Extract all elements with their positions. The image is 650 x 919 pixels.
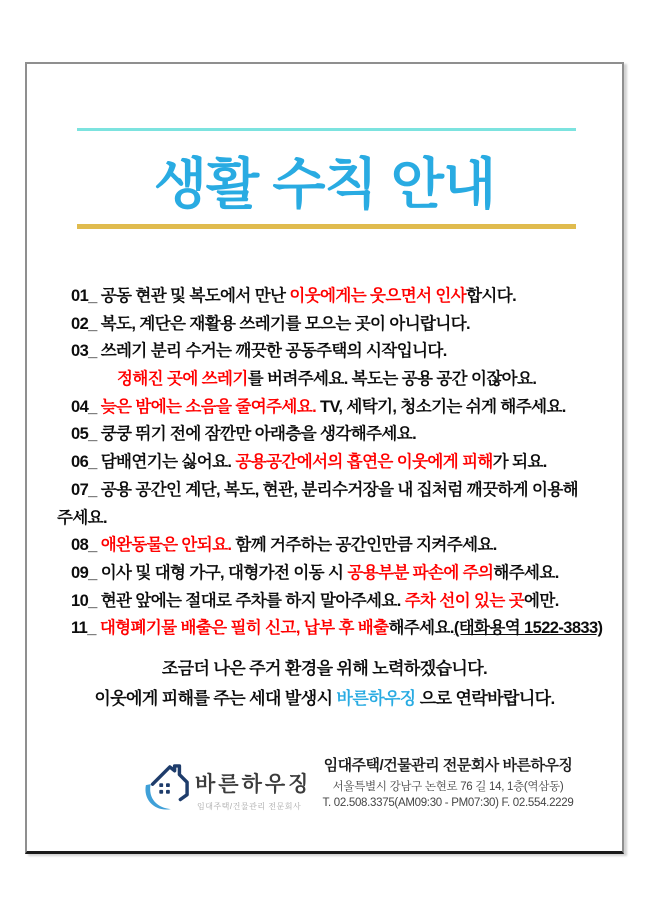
company-phone: T. 02.508.3375(AM09:30 - PM07:30) F. 02.554.2229: [322, 797, 574, 809]
text-segment: 정해진 곳에 쓰레기: [117, 370, 248, 389]
closing-line2: [27, 684, 622, 714]
company-logo: [143, 762, 311, 819]
rule-line: [57, 449, 599, 477]
rule-line: [57, 588, 599, 616]
rule-line: [57, 505, 599, 533]
text-segment: 11_: [71, 619, 100, 638]
rules-list: [57, 283, 603, 643]
text-segment: 해주세요.: [493, 563, 559, 582]
text-segment: 가 되요.: [492, 453, 547, 472]
text-segment: 01_ 공동 현관 및 복도에서 만난: [71, 287, 290, 305]
text-segment: 공용부분 파손에 주의: [347, 563, 494, 582]
company-title: 임대주택/건물관리 전문회사 바른하우징: [323, 757, 573, 774]
rule-line: [57, 477, 599, 505]
text-segment: 08_: [71, 536, 101, 555]
text-segment: 공용공간에서의 흡연은 이웃에게 피해: [235, 453, 493, 472]
text-segment: 함께 거주하는 공간인만큼 지켜주세요.: [231, 536, 497, 555]
text-segment: 02_ 복도, 계단은 재활용 쓰레기를 모으는 곳이 아니랍니다.: [71, 314, 471, 333]
logo-tagline: 임대주택/건물관리 전문회사: [197, 802, 302, 811]
gold-divider-line: [77, 224, 576, 229]
text-segment: 07_ 공용 공간인 계단, 복도, 현관, 분리수거장을 내 집처럼 깨끗하게 이용해: [71, 480, 579, 499]
rule-line: [57, 394, 599, 422]
text-segment: TV, 세탁기, 청소기는 쉬게 해주세요.: [316, 397, 566, 416]
logo-name: 바른하우징: [195, 773, 312, 796]
text-segment: 05_ 쿵쿵 뛰기 전에 잠깐만 아래층을 생각해주세요.: [71, 425, 417, 444]
company-address: 서울특별시 강남구 논현로 76 길 14, 1층(역삼동): [332, 781, 564, 793]
text-segment: 09_ 이사 및 대형 가구, 대형가전 이동 시: [71, 563, 348, 582]
rule-line: [57, 532, 599, 560]
rule-line: [57, 421, 599, 449]
text-segment: 주차 선이 있는 곳: [404, 591, 525, 610]
text-segment: 주세요.: [57, 508, 108, 527]
rule-line: [57, 283, 599, 311]
text-segment: 10_ 현관 앞에는 절대로 주차를 하지 말아주세요.: [71, 591, 405, 610]
top-divider-line: [77, 128, 576, 131]
rule-line: [57, 311, 599, 339]
page-title: 생활 수칙 안내: [153, 153, 496, 215]
closing-block: [27, 654, 622, 714]
rule-line: [57, 338, 599, 366]
text-segment: (태화용역 1522-3833): [453, 619, 603, 638]
closing-line1: 조금더 나은 주거 환경을 위해 노력하겠습니다.: [161, 659, 488, 678]
rule-line: [57, 560, 599, 588]
text-segment: 바른하우징: [336, 689, 416, 708]
text-segment: 에만.: [524, 591, 559, 610]
text-segment: 해주세요.: [388, 619, 454, 638]
text-segment: 이웃에게 피해를 주는 세대 발생시: [94, 689, 337, 708]
company-info: [303, 754, 593, 811]
text-segment: 04_: [71, 397, 101, 416]
text-segment: 를 버려주세요. 복도는 공용 공간 이잖아요.: [247, 370, 537, 389]
rule-line: [57, 366, 599, 394]
text-segment: 대형폐기물 배출은 필히 신고, 납부 후 배출: [99, 619, 389, 638]
text-segment: 03_ 쓰레기 분리 수거는 깨끗한 공동주택의 시작입니다.: [71, 342, 447, 361]
text-segment: 으로 연락바랍니다.: [415, 689, 555, 708]
text-segment: 이웃에게는 웃으면서 인사: [289, 287, 467, 305]
text-segment: 늦은 밤에는 소음을 줄여주세요.: [100, 397, 317, 416]
house-icon: [143, 762, 189, 819]
page-frame: [25, 62, 624, 854]
text-segment: 합시다.: [466, 287, 517, 305]
rule-line: [57, 615, 603, 643]
text-segment: 06_ 담배연기는 싫어요.: [71, 453, 236, 472]
text-segment: 애완동물은 안되요.: [100, 536, 232, 555]
